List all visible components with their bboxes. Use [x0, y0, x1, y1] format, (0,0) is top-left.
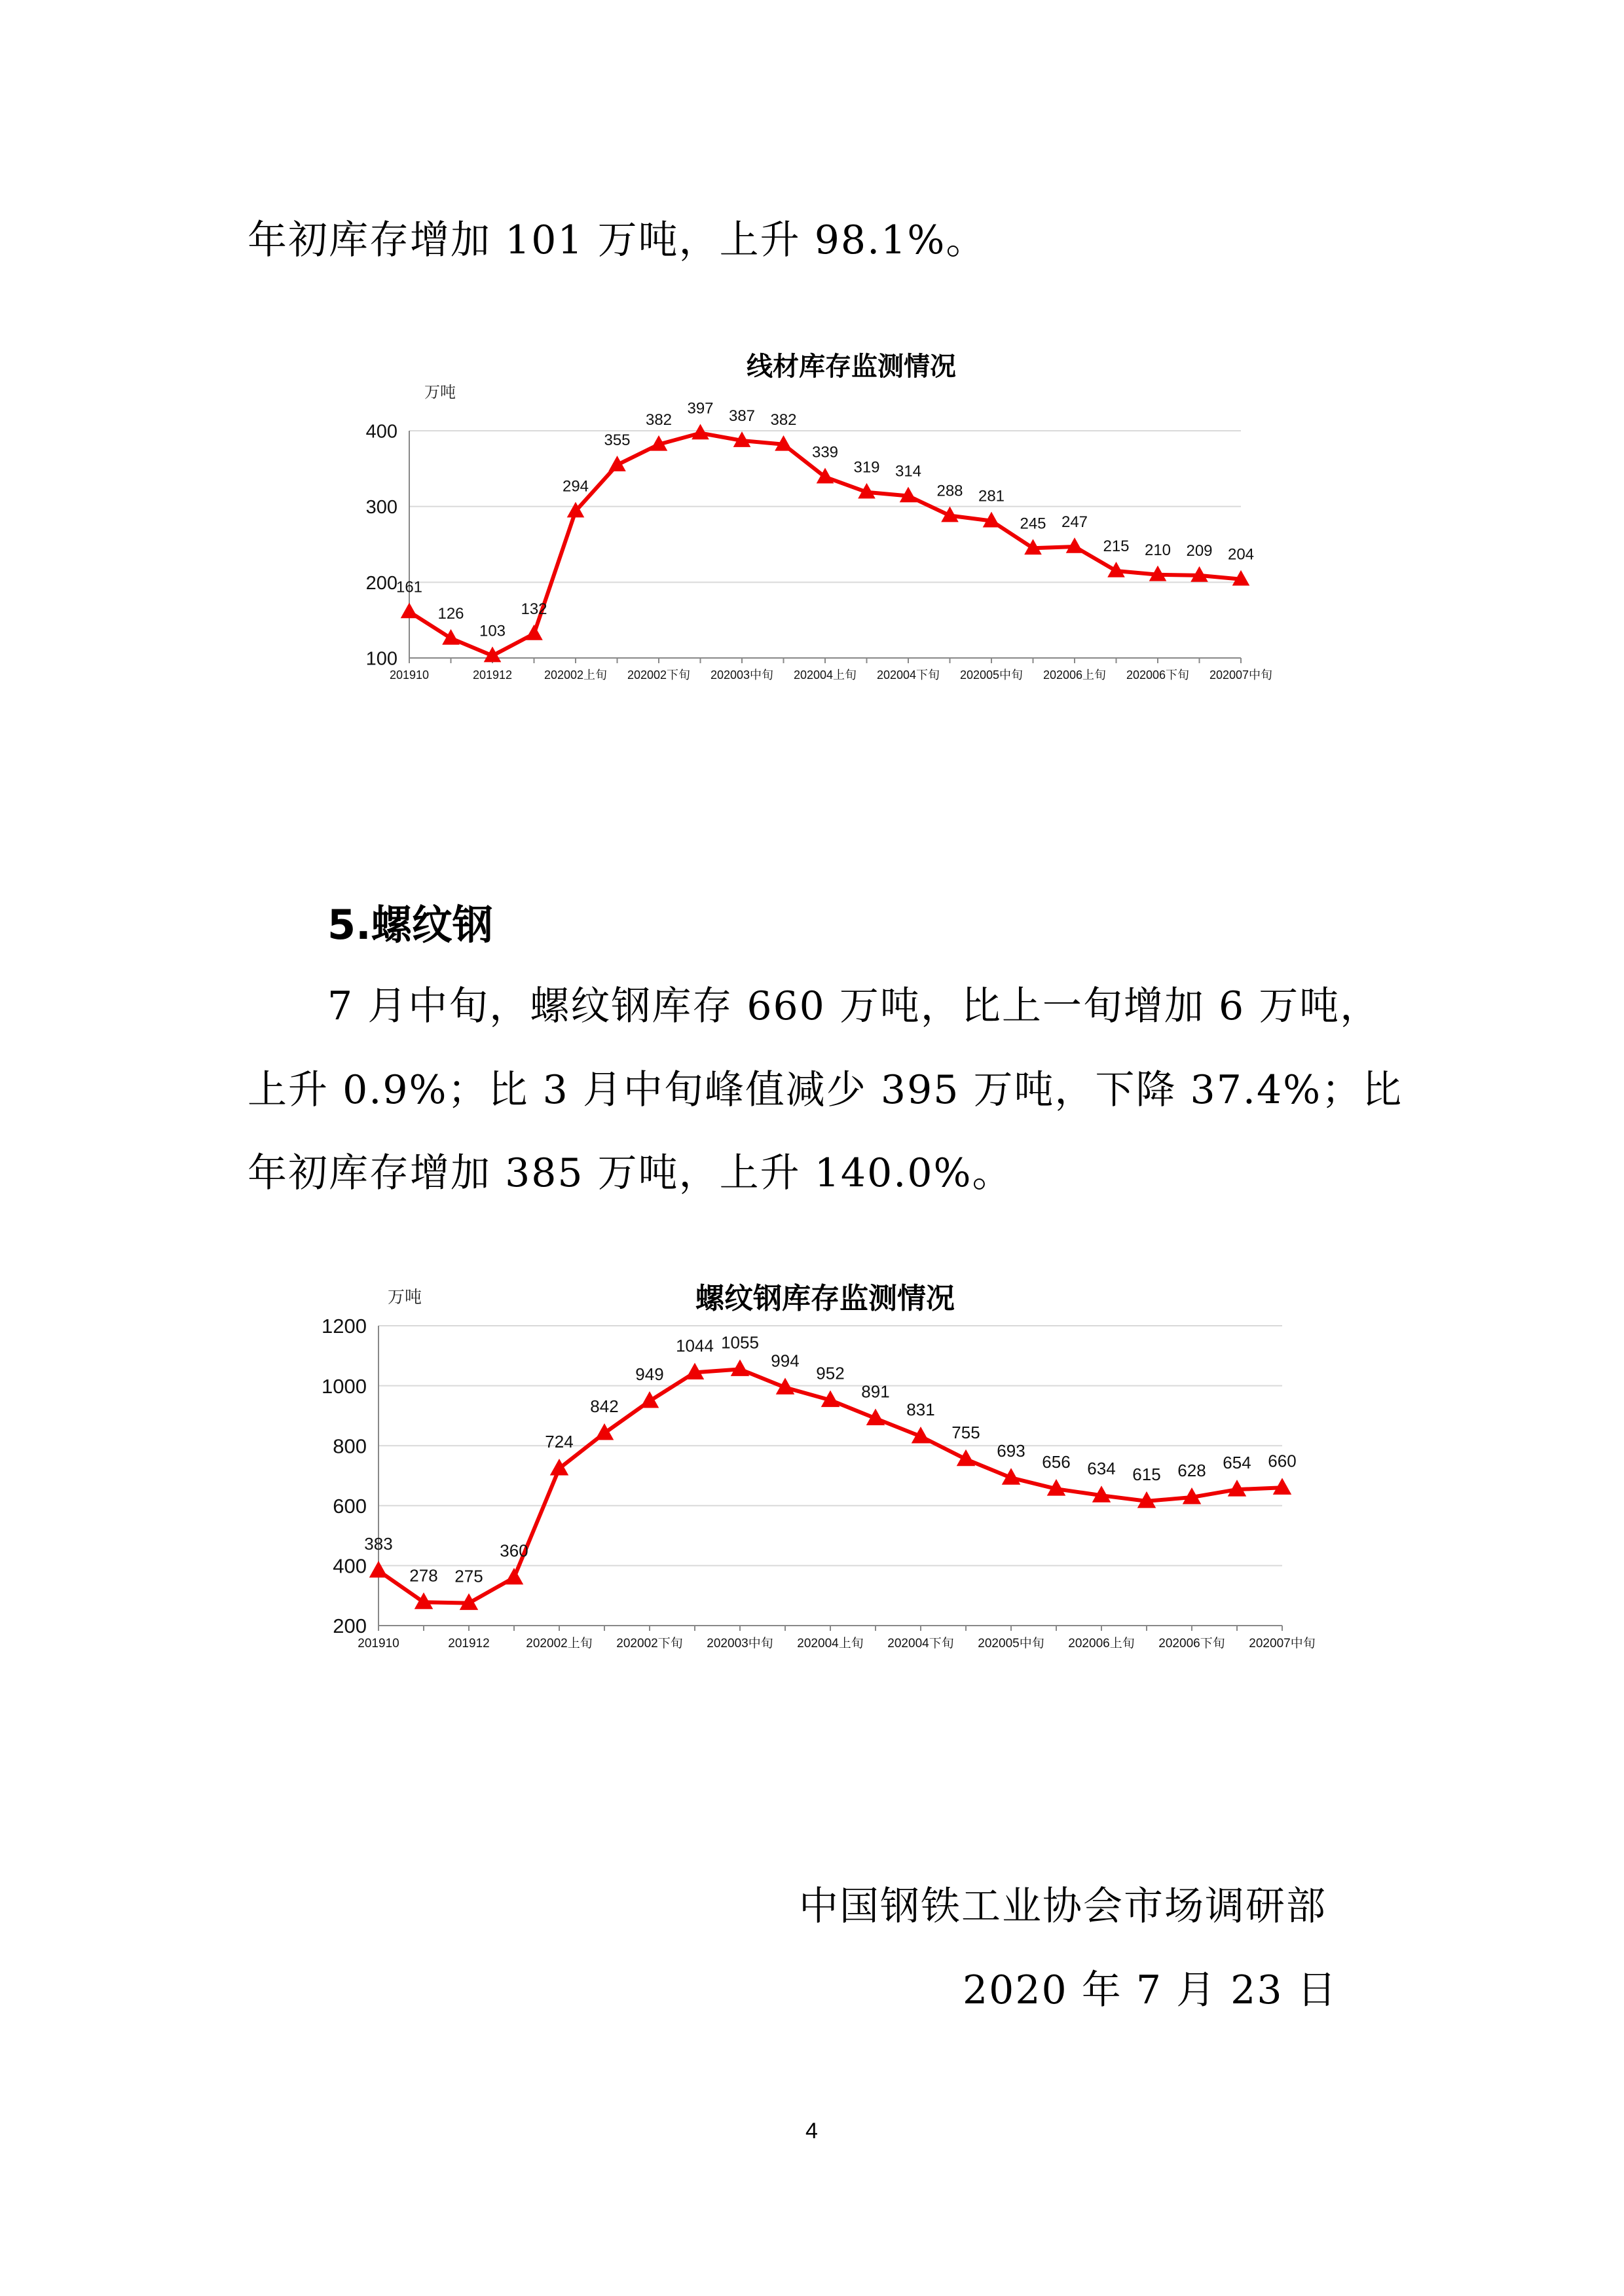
x-tick-label: 201912 [472, 668, 513, 682]
x-tick-label: 202005中旬 [978, 1637, 1044, 1650]
x-tick-label: 202002上旬 [544, 668, 608, 682]
x-tick-label: 202006下旬 [1126, 668, 1190, 682]
data-label: 209 [1186, 541, 1213, 560]
data-label: 755 [951, 1422, 980, 1442]
x-tick-label: 202003中旬 [707, 1637, 773, 1650]
data-label: 355 [604, 431, 631, 450]
data-label: 693 [997, 1441, 1025, 1461]
y-tick-label: 1200 [322, 1315, 367, 1338]
section-heading: 5.螺纹钢 [327, 901, 493, 949]
x-tick-label: 202004上旬 [797, 1637, 864, 1650]
y-tick-label: 400 [365, 421, 397, 443]
data-point-marker [401, 602, 418, 618]
data-label: 952 [816, 1363, 845, 1383]
data-label: 339 [811, 443, 839, 462]
y-tick-label: 200 [333, 1614, 367, 1638]
x-tick-label: 202002下旬 [616, 1637, 683, 1650]
data-point-marker [692, 424, 709, 439]
x-tick-label: 202003中旬 [710, 668, 774, 682]
data-label: 215 [1103, 537, 1130, 555]
x-tick-label: 202004下旬 [876, 668, 940, 682]
data-label: 281 [978, 487, 1005, 505]
data-label: 382 [645, 410, 673, 429]
y-tick-label: 1000 [322, 1374, 367, 1398]
data-label: 360 [500, 1540, 528, 1561]
data-label: 210 [1144, 541, 1172, 559]
y-tick-label: 300 [365, 497, 397, 519]
data-label: 891 [861, 1381, 890, 1402]
data-point-marker [505, 1568, 524, 1585]
x-tick-label: 202004下旬 [887, 1637, 954, 1650]
y-tick-label: 800 [333, 1434, 367, 1458]
x-tick-label: 201912 [448, 1637, 490, 1650]
data-label: 387 [728, 407, 756, 426]
data-label: 204 [1227, 545, 1255, 564]
y-unit-label: 万吨 [424, 384, 456, 401]
y-tick-label: 600 [333, 1494, 367, 1518]
data-label: 278 [409, 1565, 438, 1586]
rebar-inventory-chart [295, 1254, 1316, 1719]
data-label: 275 [454, 1566, 483, 1586]
data-label: 319 [853, 458, 880, 477]
data-point-marker [525, 625, 543, 640]
x-tick-label: 201910 [358, 1637, 399, 1650]
data-label: 1055 [721, 1332, 759, 1353]
data-label: 103 [479, 622, 506, 640]
signature-org: 中国钢铁工业协会市场调研部 [799, 1884, 1327, 1929]
data-label: 831 [906, 1400, 935, 1420]
data-label: 132 [521, 600, 547, 618]
data-label: 314 [895, 462, 922, 481]
data-label: 949 [635, 1364, 664, 1384]
data-label: 1044 [676, 1336, 714, 1356]
data-point-marker [595, 1423, 614, 1440]
data-point-marker [442, 629, 460, 645]
paragraph-line-2: 上升 0.9%；比 3 月中旬峰值减少 395 万吨，下降 37.4%；比 [248, 1067, 1403, 1113]
x-tick-label: 202004上旬 [793, 668, 857, 682]
data-label: 288 [936, 482, 963, 500]
y-tick-label: 200 [365, 572, 397, 594]
x-tick-label: 202007中旬 [1249, 1637, 1316, 1650]
data-label: 654 [1223, 1453, 1251, 1473]
x-tick-label: 202002下旬 [627, 668, 691, 682]
data-point-marker [369, 1561, 388, 1578]
x-tick-label: 201910 [389, 668, 430, 682]
y-unit-label: 万吨 [388, 1287, 422, 1307]
data-label: 660 [1268, 1451, 1297, 1471]
x-tick-label: 202006上旬 [1068, 1637, 1135, 1650]
chart-title: 线材库存监测情况 [747, 352, 956, 382]
data-label: 994 [771, 1351, 800, 1371]
data-label: 383 [364, 1534, 393, 1554]
data-label: 245 [1020, 515, 1046, 533]
data-label: 161 [396, 578, 423, 596]
x-tick-label: 202005中旬 [959, 668, 1024, 682]
data-label: 656 [1042, 1452, 1071, 1472]
data-label: 724 [545, 1432, 574, 1452]
data-label: 382 [770, 410, 797, 429]
x-tick-label: 202006上旬 [1043, 668, 1107, 682]
signature-date: 2020 年 7 月 23 日 [963, 1967, 1338, 2013]
intro-paragraph-line: 年初库存增加 101 万吨，上升 98.1%。 [248, 217, 987, 263]
data-label: 126 [437, 604, 464, 623]
y-tick-label: 100 [365, 648, 397, 670]
data-label: 842 [590, 1396, 619, 1416]
y-tick-label: 400 [333, 1554, 367, 1578]
chart-title: 螺纹钢库存监测情况 [695, 1282, 955, 1315]
x-tick-label: 202007中旬 [1209, 668, 1273, 682]
data-label: 634 [1087, 1459, 1116, 1479]
data-label: 294 [562, 477, 589, 496]
x-tick-label: 202002上旬 [526, 1637, 593, 1650]
data-label: 397 [687, 399, 714, 418]
data-label: 615 [1132, 1464, 1161, 1484]
page-number: 4 [805, 2119, 818, 2143]
x-tick-label: 202006下旬 [1158, 1637, 1225, 1650]
paragraph-line-1: 7 月中旬，螺纹钢库存 660 万吨，比上一旬增加 6 万吨， [327, 983, 1381, 1029]
wire-rod-inventory-chart [334, 344, 1273, 737]
paragraph-line-3: 年初库存增加 385 万吨，上升 140.0%。 [248, 1150, 1013, 1196]
data-point-marker [640, 1391, 659, 1408]
data-label: 628 [1177, 1460, 1206, 1480]
data-label: 247 [1061, 513, 1088, 531]
